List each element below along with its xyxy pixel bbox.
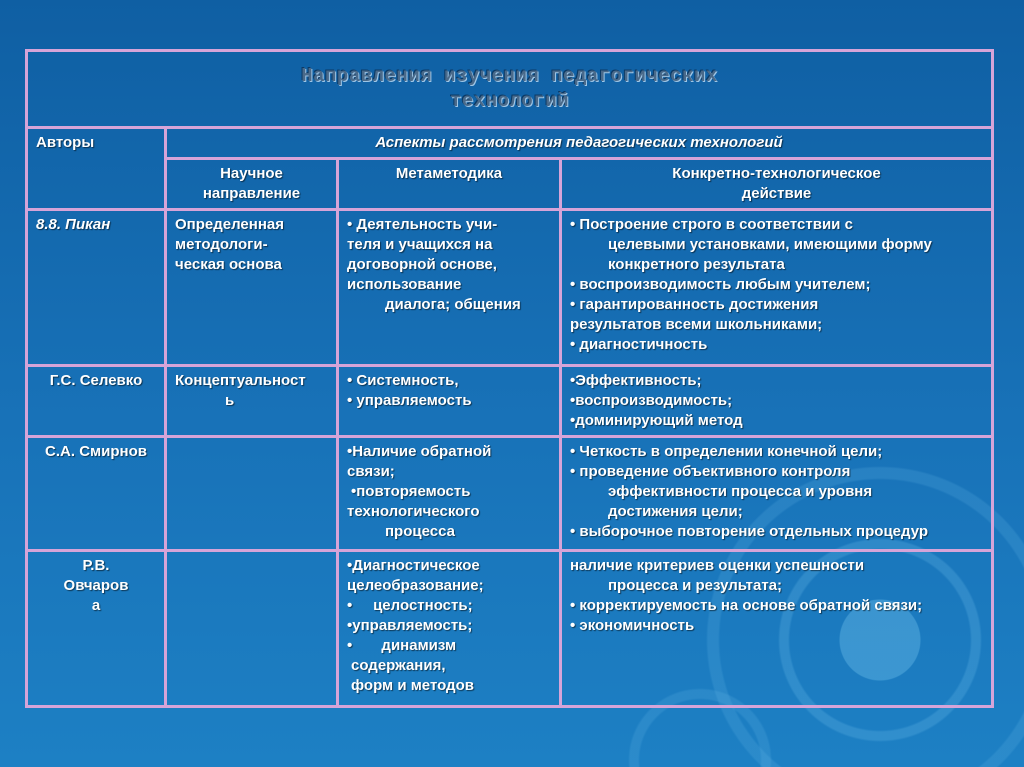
cell-line: •доминирующий метод [570, 412, 743, 429]
cell-line: • выборочное повторение отдельных процедур [570, 523, 929, 540]
cell-line: теля и учащихся на [347, 236, 493, 253]
header-authors: Авторы [27, 128, 166, 210]
row-meta [338, 437, 561, 551]
row-action [561, 366, 993, 437]
cell-line: • Деятельность учи- [347, 216, 498, 233]
row-action [561, 437, 993, 551]
cell-line: • корректируемость на основе обратной связи; [570, 597, 923, 614]
table-row [27, 366, 993, 437]
cell-line: использование [347, 276, 462, 293]
cell-line: конкретного результата [608, 256, 785, 273]
cell-line: а [91, 597, 101, 614]
header-science-line-2: направление [202, 185, 301, 202]
header-science [166, 159, 338, 210]
row-meta [338, 366, 561, 437]
header-meta: Метаметодика [338, 159, 561, 210]
cell-line: методологи- [175, 236, 268, 253]
cell-line: достижения цели; [608, 503, 743, 520]
header-action-line-1: Конкретно-технологическое [672, 165, 881, 182]
title-line-2: технологий [449, 90, 570, 112]
cell-line: процесса и результата; [608, 577, 783, 594]
row-author: Г.С. Селевко [27, 366, 166, 437]
table-row [27, 210, 993, 366]
cell-line: результатов всеми школьниками; [570, 316, 823, 333]
cell-line: целевыми установками, имеющими форму [608, 236, 932, 253]
row-action [561, 551, 993, 707]
cell-line: • Построение строго в соответствии с [570, 216, 853, 233]
header-aspects: Аспекты рассмотрения педагогических технологий [166, 128, 993, 159]
cell-line: •повторяемость [351, 483, 471, 500]
cell-line: • Четкость в определении конечной цели; [570, 443, 883, 460]
cell-line: •Диагностическое [347, 557, 480, 574]
cell-line: ь [225, 392, 235, 409]
title-line-1: Направления изучения педагогических [301, 65, 718, 87]
cell-line: •воспроизводимость; [570, 392, 733, 409]
table-title [27, 51, 993, 128]
row-author [27, 551, 166, 707]
cell-line: технологического [347, 503, 480, 520]
cell-line: эффективности процесса и уровня [608, 483, 873, 500]
cell-line: • динамизм [347, 637, 457, 654]
row-author: С.А. Смирнов [27, 437, 166, 551]
cell-line: Овчаров [63, 577, 129, 594]
cell-line: • проведение объективного контроля [570, 463, 851, 480]
cell-line: Р.В. [82, 557, 110, 574]
cell-line: содержания, [351, 657, 446, 674]
row-science [166, 551, 338, 707]
row-science [166, 366, 338, 437]
table-row [27, 551, 993, 707]
cell-line: Концептуальност [175, 372, 306, 389]
row-author: 8.8. Пикан [27, 210, 166, 366]
cell-line: наличие критериев оценки успешности [570, 557, 865, 574]
header-science-line-1: Научное [220, 165, 283, 182]
cell-line: целеобразование; [347, 577, 484, 594]
cell-line: •управляемость; [347, 617, 473, 634]
table-row [27, 437, 993, 551]
cell-line: Определенная [175, 216, 284, 233]
cell-line: связи; [347, 463, 395, 480]
cell-line: ческая основа [175, 256, 282, 273]
cell-line: •Эффективность; [570, 372, 702, 389]
row-science [166, 210, 338, 366]
cell-line: • экономичность [570, 617, 695, 634]
header-action-line-2: действие [741, 185, 812, 202]
cell-line: • диагностичность [570, 336, 708, 353]
cell-line: форм и методов [351, 677, 474, 694]
cell-line: •Наличие обратной [347, 443, 492, 460]
cell-line: • Системность, [347, 372, 459, 389]
row-meta [338, 551, 561, 707]
cell-line: • управляемость [347, 392, 472, 409]
row-science [166, 437, 338, 551]
row-action [561, 210, 993, 366]
cell-line: • гарантированность достижения [570, 296, 819, 313]
cell-line: • воспроизводимость любым учителем; [570, 276, 871, 293]
row-meta [338, 210, 561, 366]
cell-line: диалога; общения [385, 296, 521, 313]
technologies-table [25, 49, 994, 708]
cell-line: • целостность; [347, 597, 473, 614]
header-action [561, 159, 993, 210]
cell-line: договорной основе, [347, 256, 497, 273]
cell-line: процесса [385, 523, 455, 540]
